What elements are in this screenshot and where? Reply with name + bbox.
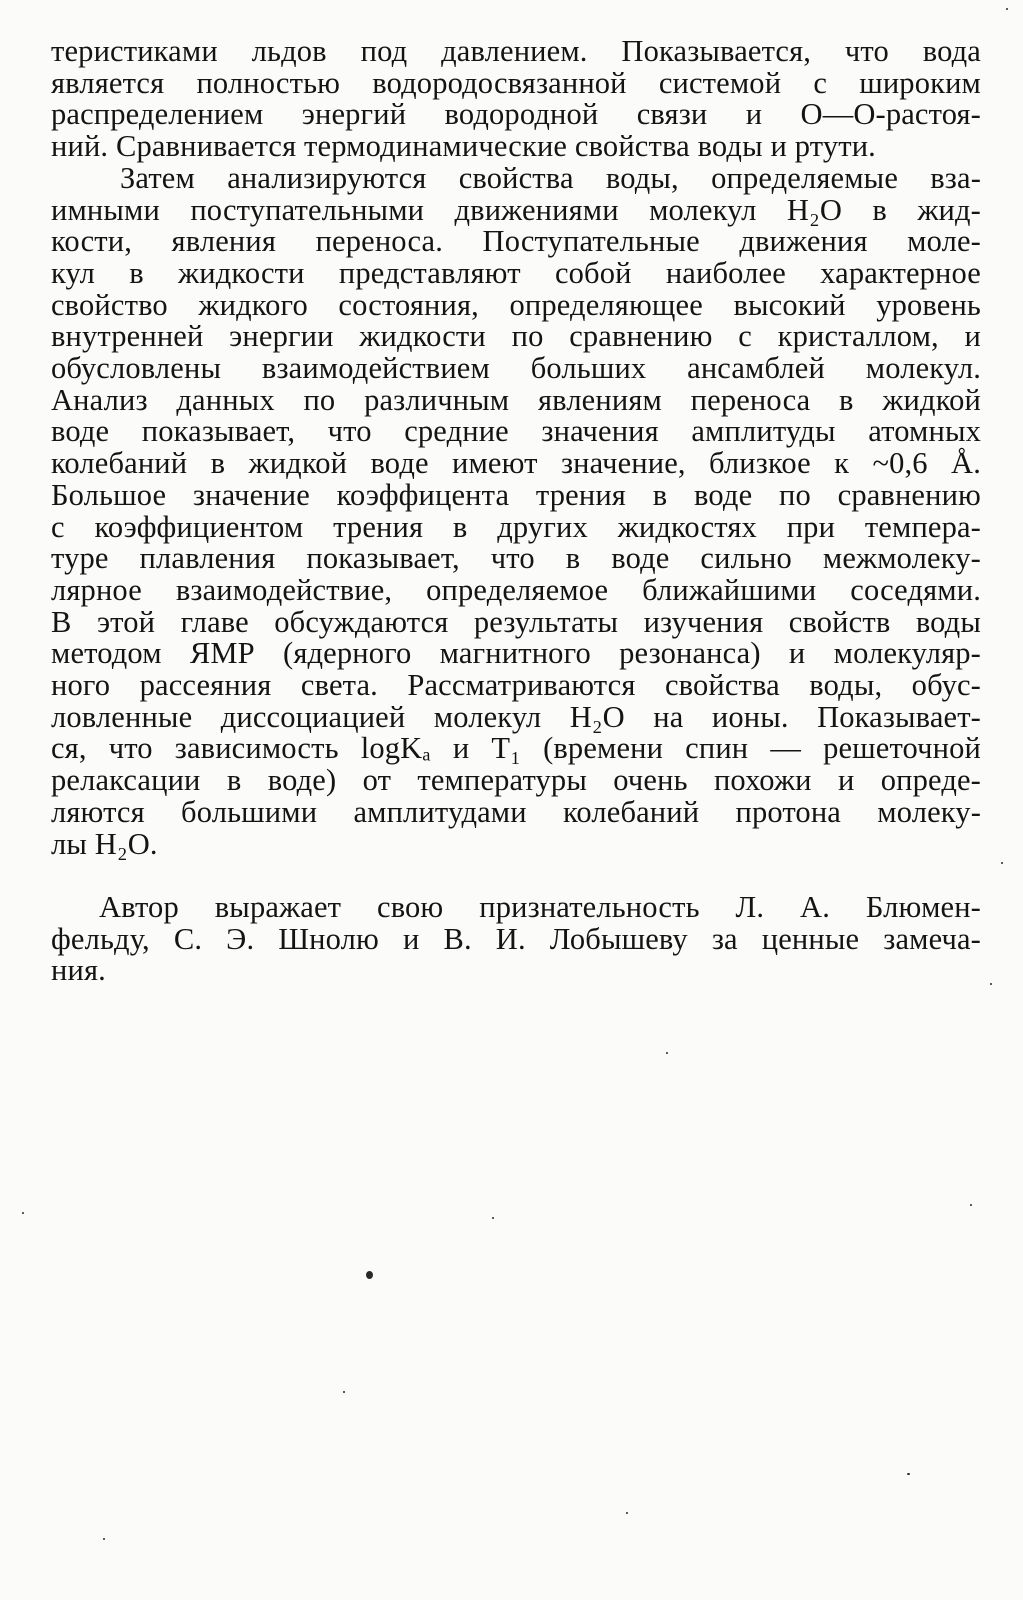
text-line: ного рассеяния света. Рассматриваются свойства воды, обус- (51, 668, 981, 703)
text-line: ний. Сравнивается термодинамические свойства воды и ртути. (51, 129, 876, 164)
text-line: воде показывает, что средние значения амплитуды атомных (51, 414, 981, 449)
text-line: обусловлены взаимодействием больших ансамблей молекул. (51, 351, 981, 386)
scan-speck (666, 1052, 668, 1054)
text-line: теристиками льдов под давлением. Показывается, что вода (51, 34, 981, 68)
text-line: кости, явления переноса. Поступательные движения моле- (51, 224, 981, 259)
paragraph-1 (51, 36, 981, 163)
text-line: методом ЯМР (ядерного магнитного резонанса) и молекуляр- (51, 636, 981, 671)
scan-speck (907, 1473, 910, 1475)
text-line: распределением энергий водородной связи и O—O-растоя- (51, 97, 981, 132)
text-line: Затем анализируются свойства воды, определяемые вза- (120, 160, 981, 195)
text-line: свойство жидкого состояния, определяющее высокий уровень (51, 287, 981, 322)
scan-speck (366, 1271, 373, 1279)
text-line: Анализ данных по различным явлениям переноса в жидкой (51, 382, 981, 417)
paragraph-2 (51, 160, 981, 861)
text-line: Большое значение коэффицента трения в воде по сравнению (51, 477, 981, 512)
text-line: релаксации в воде) от температуры очень похожи и опреде- (51, 763, 981, 798)
scan-speck (626, 1512, 628, 1514)
text-line: кул в жидкости представляют собой наиболее характерное (51, 255, 981, 290)
text-line: В этой главе обсуждаются результаты изучения свойств воды (51, 604, 981, 639)
scan-speck (492, 1217, 494, 1219)
text-line: ния. (51, 953, 106, 988)
scan-speck (1006, 8, 1008, 10)
scan-speck (970, 1204, 972, 1206)
text-line: имными поступательными движениями молекул H₂O в жид- (51, 192, 981, 227)
text-line: ловленные диссоциацией молекул H₂O на ионы. Показывает- (51, 699, 981, 734)
text-line: является полностью водородосвязанной системой с широким (51, 65, 981, 100)
scan-speck (103, 1538, 105, 1540)
acknowledgement-paragraph (51, 892, 981, 987)
text-line: туре плавления показывает, что в воде сильно межмолеку- (51, 541, 981, 576)
text-line: фельду, С. Э. Шнолю и В. И. Лобышеву за ценные замеча- (51, 921, 981, 956)
scan-speck (1001, 862, 1003, 864)
text-line: ляются большими амплитудами колебаний протона молеку- (51, 794, 981, 829)
text-line: колебаний в жидкой воде имеют значение, близкое к ~0,6 Å. (51, 446, 981, 481)
main-text (51, 36, 981, 860)
text-line: ся, что зависимость logKₐ и T₁ (времени спин — решеточной (51, 731, 981, 766)
text-line: лы H₂O. (51, 826, 158, 861)
scan-speck (343, 1391, 345, 1393)
scan-speck (22, 1212, 24, 1214)
text-line: внутренней энергии жидкости по сравнению с кристаллом, и (51, 319, 981, 354)
text-line: лярное взаимодействие, определяемое ближайшими соседями. (51, 572, 981, 607)
text-line: Автор выражает свою признательность Л. А. Блюмен- (99, 890, 981, 924)
text-line: с коэффициентом трения в других жидкостях при темпера- (51, 509, 981, 544)
scan-speck (990, 983, 992, 985)
